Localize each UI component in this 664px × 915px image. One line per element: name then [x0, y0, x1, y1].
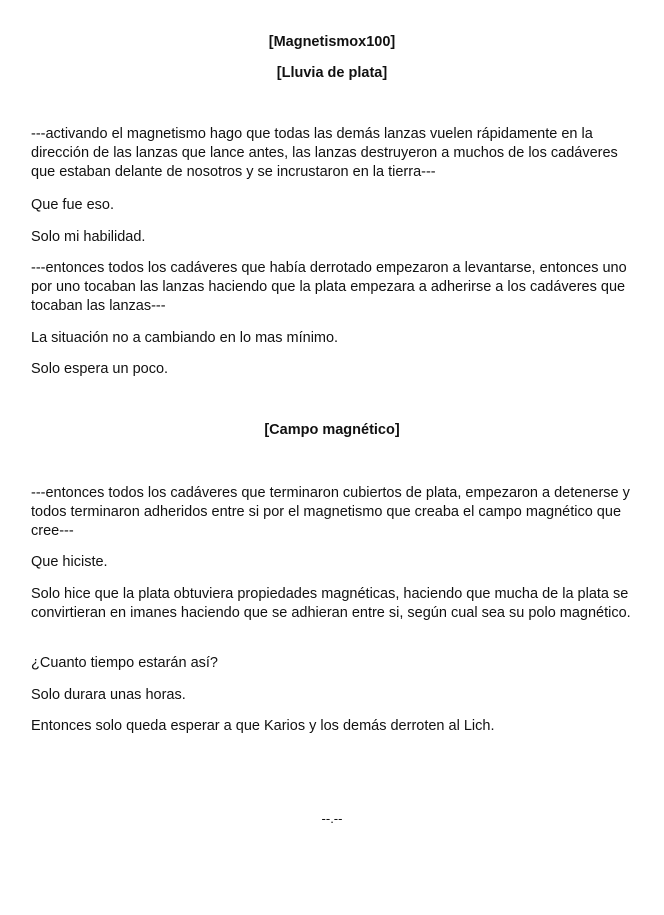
section-title-campo-magnetico: [Campo magnético] — [264, 422, 400, 438]
paragraph: Que fue eso. — [31, 197, 115, 213]
chapter-title: [Magnetismox100] — [268, 34, 396, 50]
paragraph: ---entonces todos los cadáveres que había derrotado empezaron a levantarse, entonces uno por uno tocaban las lanzas haciendo que la plata empezara a adherirse a los cadáveres que tocaban las lanzas--- — [31, 260, 627, 314]
paragraph: Solo mi habilidad. — [31, 229, 146, 245]
paragraph: ---activando el magnetismo hago que todas las demás lanzas vuelen rápidamente en la dirección de las lanzas que lance antes, las lanzas destruyeron a muchos de los cadáveres que estaban delante de nosotros y se incrustaron en la tierra--- — [31, 126, 618, 180]
paragraph: ¿Cuanto tiempo estarán así? — [31, 655, 218, 671]
paragraph: Solo hice que la plata obtuviera propiedades magnéticas, haciendo que mucha de la plata se convirtieran en imanes haciendo que se adhieran entre si, según cual sea su polo magnético. — [31, 586, 631, 621]
section-separator: --.-- — [321, 811, 343, 826]
paragraph: Entonces solo queda esperar a que Karios y los demás derroten al Lich. — [31, 718, 495, 734]
paragraph: ---entonces todos los cadáveres que terminaron cubiertos de plata, empezaron a detenerse y todos terminaron adheridos entre si por el magnetismo que creaba el campo magnético que cree--- — [31, 485, 630, 539]
paragraph: La situación no a cambiando en lo mas mínimo. — [31, 330, 339, 346]
paragraph: Que hiciste. — [31, 554, 108, 570]
paragraph: Solo espera un poco. — [31, 361, 169, 377]
paragraph: Solo durara unas horas. — [31, 687, 186, 703]
section-title-lluvia-de-plata: [Lluvia de plata] — [276, 65, 388, 81]
